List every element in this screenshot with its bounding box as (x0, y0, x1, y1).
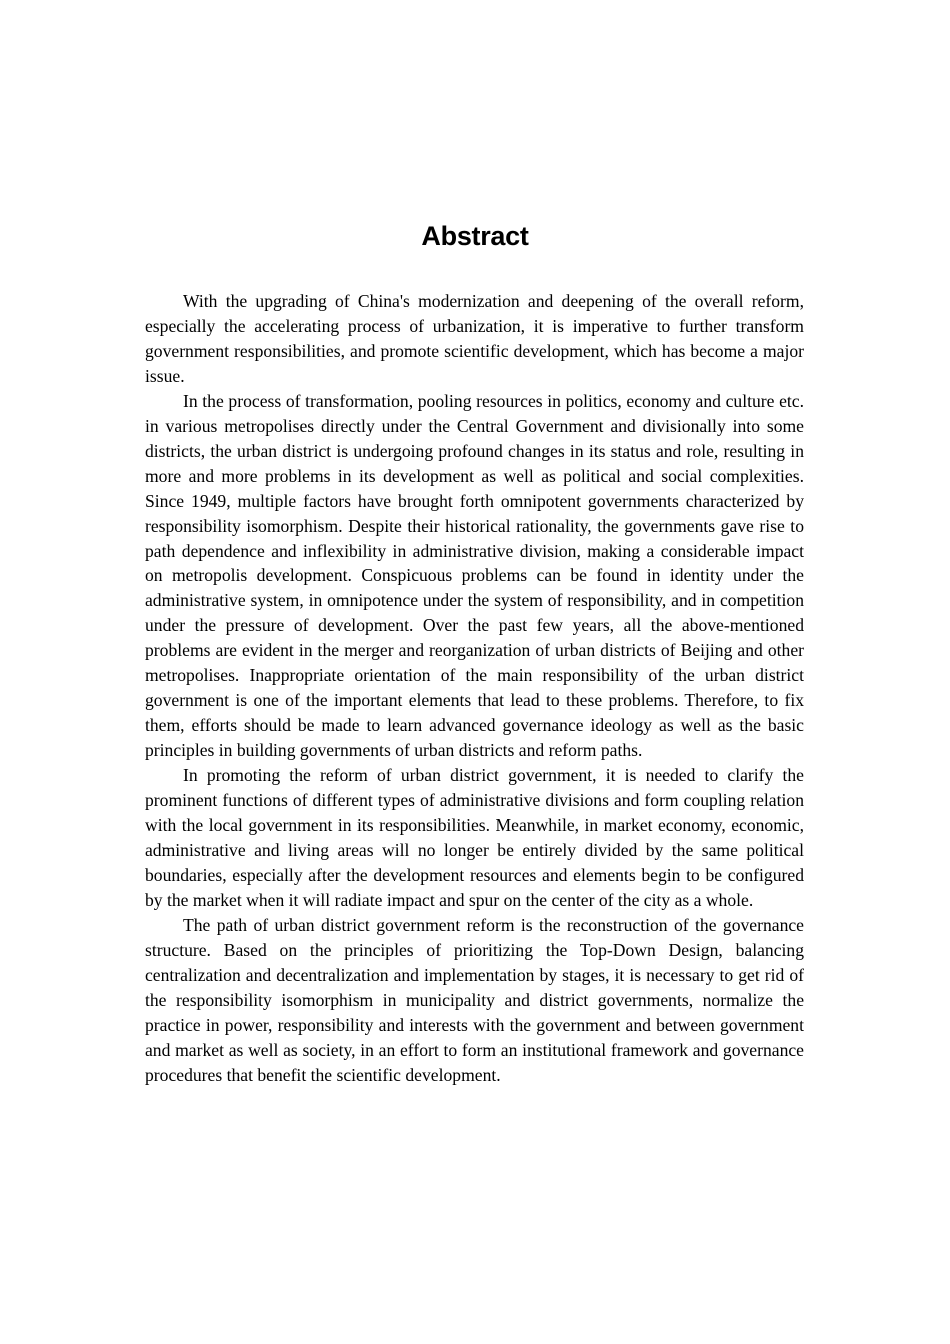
paragraph-2: In the process of transformation, pooling resources in politics, economy and culture etc. in various metropolises directly under the Central Government and divisionally into some districts, the urban district is undergoing profound changes in its status and role, resulting in more and more problems in its development as well as political and social complexities. Since 1949, multiple factors have brought forth omnipotent governments characterized by responsibility isomorphism. Despite their historical rationality, the governments gave rise to path dependence and inflexibility in administrative division, making a considerable impact on metropolis development. Conspicuous problems can be found in identity under the administrative system, in omnipotence under the system of responsibility, and in competition under the pressure of development. Over the past few years, all the above-mentioned problems are evident in the merger and reorganization of urban districts of Beijing and other metropolises. Inappropriate orientation of the main responsibility of the urban district government is one of the important elements that lead to these problems. Therefore, to fix them, efforts should be made to learn advanced governance ideology as well as the basic principles in building governments of urban districts and reform paths. (145, 390, 804, 761)
paragraph-1: With the upgrading of China's modernization and deepening of the overall reform, especially the accelerating process of urbanization, it is imperative to further transform government responsibilities, and promote scientific development, which has become a major issue. (145, 291, 804, 386)
page-title: Abstract (421, 221, 529, 251)
abstract-body (145, 289, 804, 1088)
paragraph-4: The path of urban district government reform is the reconstruction of the governance structure. Based on the principles of prioritizing the Top-Down Design, balancing centralization and decentralization and implementation by stages, it is necessary to get rid of the responsibility isomorphism in municipality and district governments, normalize the practice in power, responsibility and interests with the government and between government and market as well as society, in an effort to form an institutional framework and governance procedures that benefit the scientific development. (145, 914, 804, 1085)
paragraph-3: In promoting the reform of urban district government, it is needed to clarify the prominent functions of different types of administrative divisions and form coupling relation with the local government in its responsibilities. Meanwhile, in market economy, economic, administrative and living areas will no longer be entirely divided by the same political boundaries, especially after the development resources and elements begin to be configured by the market when it will radiate impact and spur on the center of the city as a whole. (145, 765, 804, 910)
